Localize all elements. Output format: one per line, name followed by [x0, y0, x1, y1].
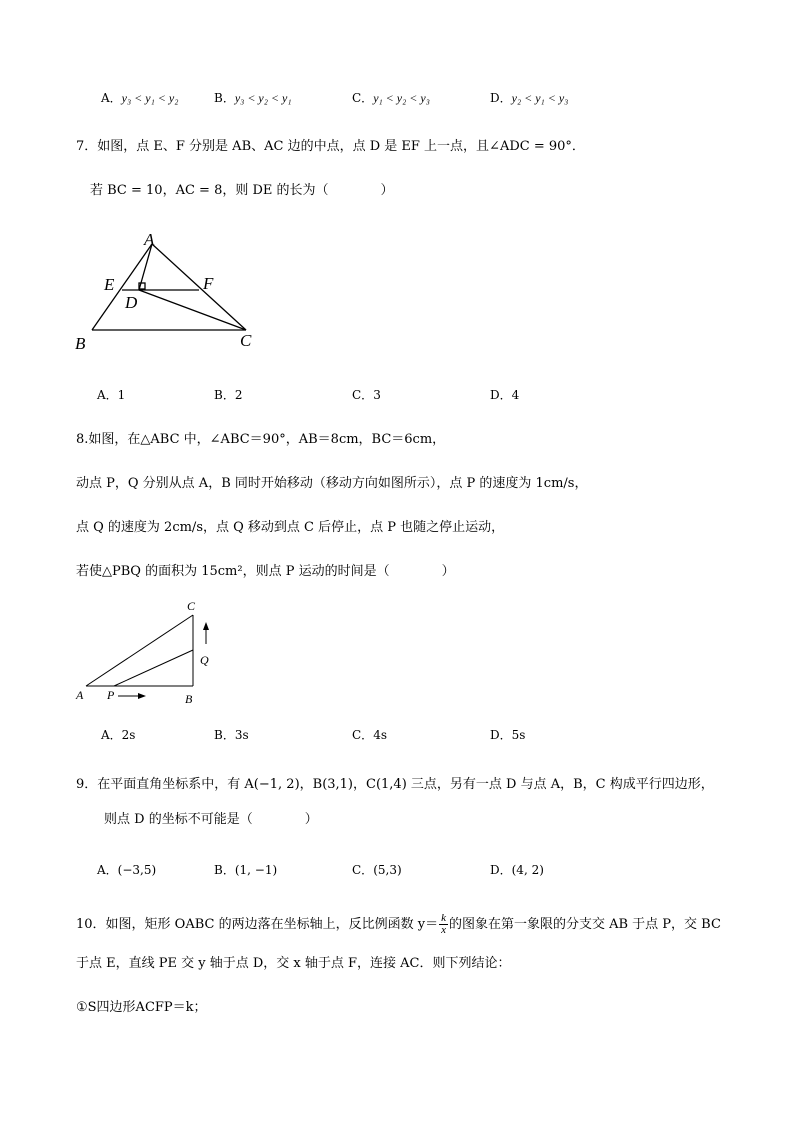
q7-side-ac: [152, 244, 246, 330]
q8-side-ac: [86, 615, 193, 686]
q10-fraction-k-over-x: $\frac{k}{x}$: [441, 912, 446, 936]
q6-option-b: B．y₃ < y₂ < y₁: [214, 91, 292, 105]
q8-label-b: B: [185, 692, 193, 706]
q8-stem-line4: 若使△PBQ 的面积为 15cm²，则点 P 运动的时间是（ ）: [76, 564, 455, 579]
q8-arrow-p-head: [138, 693, 146, 699]
q7-stem-line1: 7．如图，点 E、F 分别是 AB、AC 边的中点，点 D 是 EF 上一点，且∠ADC = 90°．: [76, 139, 585, 154]
q7-option-c: C．3: [352, 388, 381, 402]
q7-label-e: E: [104, 275, 115, 294]
q8-label-c: C: [187, 599, 196, 613]
q8-option-a: A．2s: [101, 728, 136, 742]
q7-figure: [70, 228, 270, 354]
q7-label-b: B: [75, 334, 86, 353]
q8-label-a: A: [76, 688, 84, 702]
q9-option-c: C．(5,3): [352, 863, 402, 877]
q10-stem-line3: ①S四边形ACFP＝k；: [76, 1000, 207, 1015]
q7-label-d: D: [125, 293, 138, 312]
q6-option-c: C．y₁ < y₂ < y₃: [352, 91, 430, 105]
q9-option-b: B．(1, −1): [214, 863, 278, 877]
q7-stem-line2: 若 BC = 10，AC = 8，则 DE 的长为（ ）: [90, 183, 394, 198]
q7-option-a: A．1: [97, 388, 126, 402]
q7-option-d: D．4: [490, 388, 520, 402]
q8-stem-line1: 8.如图，在△ABC 中，∠ABC＝90°，AB＝8cm，BC＝6cm，: [76, 432, 446, 447]
q8-arrow-q-head: [203, 622, 209, 630]
q8-figure: [70, 597, 220, 709]
q7-option-b: B．2: [214, 388, 243, 402]
q8-stem-line2: 动点 P，Q 分别从点 A，B 同时开始移动（移动方向如图所示），点 P 的速度为 1cm/s，: [76, 476, 588, 491]
q6-option-d: D．y₂ < y₁ < y₃: [490, 91, 569, 105]
q8-option-d: D．5s: [490, 728, 526, 742]
q7-segment-dc: [139, 290, 246, 330]
q7-label-a: A: [144, 230, 155, 249]
q6-option-a: A．y₃ < y₁ < y₂: [101, 91, 179, 105]
q10-stem-line1: [76, 913, 721, 936]
q8-option-c: C．4s: [352, 728, 387, 742]
q7-label-c: C: [240, 331, 252, 350]
q8-label-q: Q: [200, 653, 209, 667]
q9-stem-line2: 则点 D 的坐标不可能是（ ）: [104, 812, 318, 827]
q9-stem-line1: 9．在平面直角坐标系中，有 A(−1, 2)，B(3,1)，C(1,4) 三点，另有一点 D 与点 A，B，C 构成平行四边形，: [76, 777, 714, 792]
q7-side-ab: [92, 244, 152, 330]
q10-stem-line1-part-a: 10．如图，矩形 OABC 的两边落在坐标轴上，反比例函数 y＝: [76, 917, 439, 932]
q9-option-d: D．(4, 2): [490, 863, 544, 877]
q10-stem-line1-part-b: 的图象在第一象限的分支交 AB 于点 P，交 BC: [448, 917, 721, 932]
q8-segment-pq: [114, 650, 193, 686]
q8-stem-line3: 点 Q 的速度为 2cm/s，点 Q 移动到点 C 后停止，点 P 也随之停止运动，: [76, 520, 505, 535]
q8-label-p: P: [107, 688, 115, 702]
q10-stem-line2: 于点 E，直线 PE 交 y 轴于点 D，交 x 轴于点 F，连接 AC．则下列结论：: [76, 956, 511, 971]
q8-option-b: B．3s: [214, 728, 249, 742]
q7-label-f: F: [203, 274, 214, 293]
q9-option-a: A．(−3,5): [97, 863, 157, 877]
